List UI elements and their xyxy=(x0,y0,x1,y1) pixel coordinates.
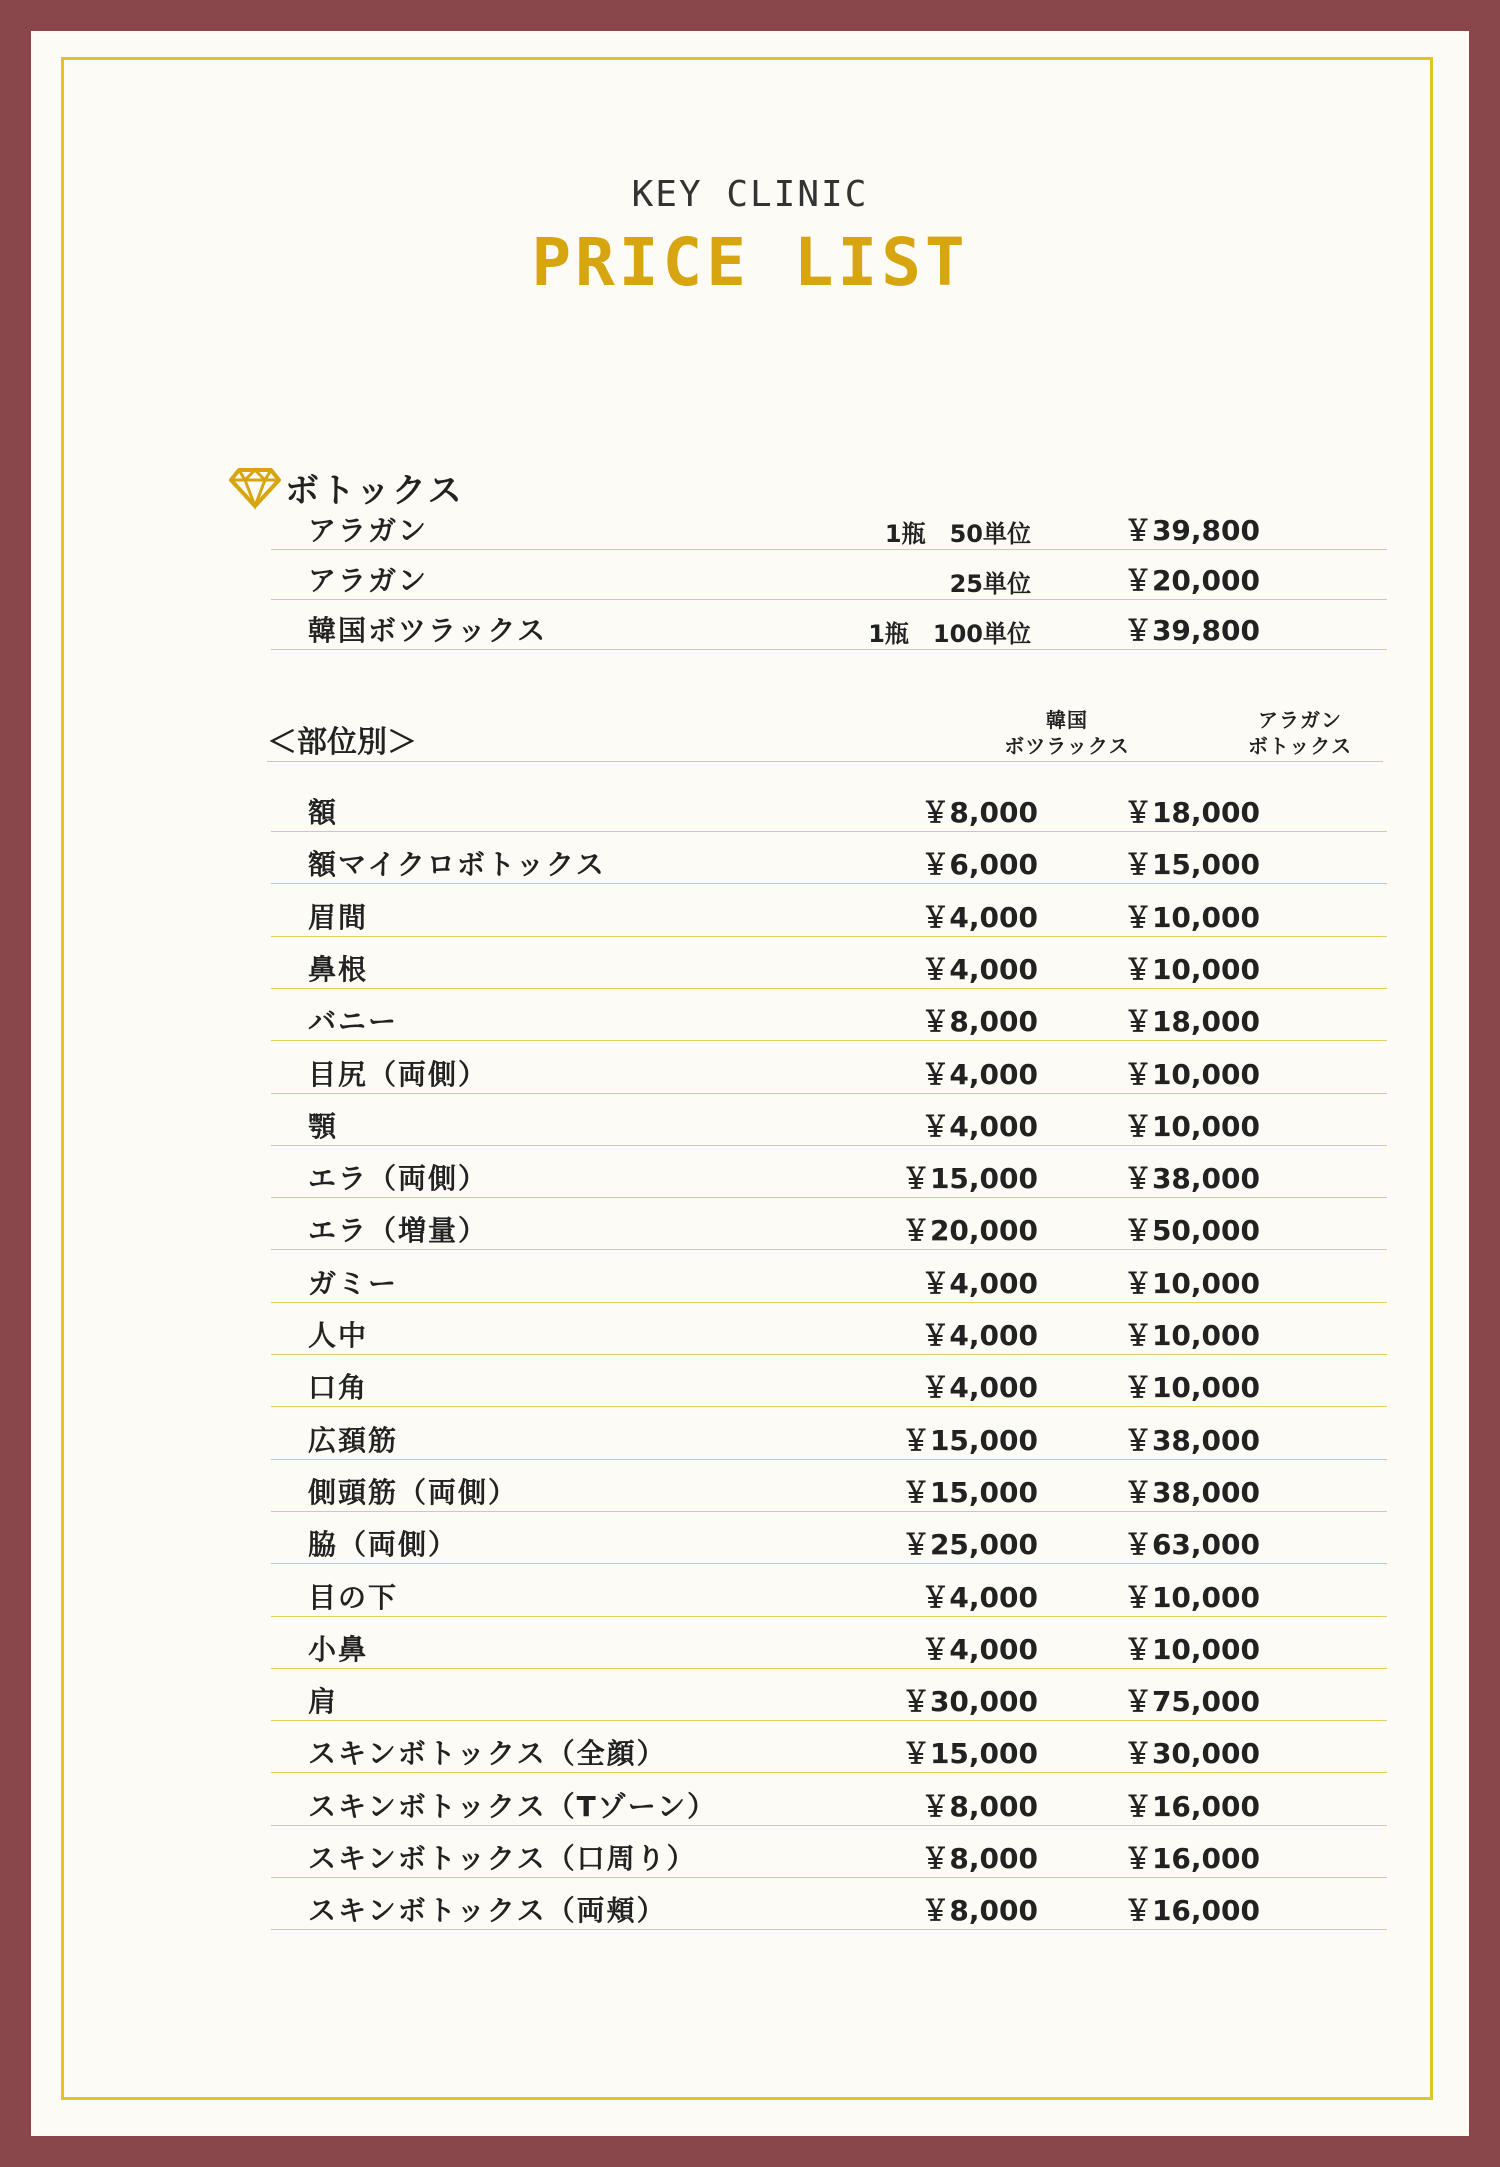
price-korean: ￥20,000 xyxy=(901,1214,1038,1248)
table-row xyxy=(271,1734,1387,1773)
column-header-line: ボツラックス xyxy=(1004,734,1130,758)
table-row xyxy=(271,1839,1387,1878)
area-table-header xyxy=(267,701,1383,762)
price-allergan: ￥10,000 xyxy=(1123,952,1260,986)
area-name: スキンボトックス（Tゾーン） xyxy=(308,1789,718,1823)
price-korean: ￥15,000 xyxy=(901,1423,1038,1457)
price-allergan: ￥10,000 xyxy=(1123,1109,1260,1143)
product-name: 韓国ボツラックス xyxy=(308,614,548,647)
table-row xyxy=(271,1421,1387,1460)
price-korean: ￥4,000 xyxy=(921,1057,1038,1091)
price-korean: ￥8,000 xyxy=(921,1842,1038,1875)
table-row xyxy=(271,1682,1387,1721)
table-row xyxy=(271,1264,1387,1303)
product-price: ￥39,800 xyxy=(1123,614,1260,647)
area-name: 脇（両側） xyxy=(308,1528,459,1562)
area-name: 人中 xyxy=(308,1319,369,1352)
price-korean: ￥4,000 xyxy=(921,1371,1038,1405)
price-korean: ￥4,000 xyxy=(921,952,1038,986)
table-row xyxy=(271,1002,1387,1041)
table-row xyxy=(271,1107,1387,1146)
product-price: ￥20,000 xyxy=(1123,564,1260,597)
table-row xyxy=(271,1316,1387,1355)
price-allergan: ￥16,000 xyxy=(1123,1789,1260,1823)
product-unit: 1瓶 100単位 xyxy=(868,620,1031,648)
column-header-line: 韓国 xyxy=(1046,708,1088,732)
price-list-page xyxy=(31,31,1469,2136)
price-korean: ￥15,000 xyxy=(901,1737,1038,1771)
price-allergan: ￥30,000 xyxy=(1123,1737,1260,1771)
price-korean: ￥4,000 xyxy=(921,1632,1038,1666)
price-allergan: ￥10,000 xyxy=(1123,900,1260,934)
price-korean: ￥4,000 xyxy=(921,900,1038,934)
price-allergan: ￥38,000 xyxy=(1123,1162,1260,1196)
price-korean: ￥15,000 xyxy=(901,1475,1038,1509)
area-name: 額 xyxy=(308,796,339,829)
price-korean: ￥8,000 xyxy=(921,1005,1038,1039)
table-row xyxy=(271,950,1387,989)
table-row xyxy=(271,1055,1387,1094)
product-price: ￥39,800 xyxy=(1123,514,1260,547)
price-korean: ￥4,000 xyxy=(921,1319,1038,1352)
area-name: スキンボトックス（全顔） xyxy=(308,1737,667,1771)
price-allergan: ￥10,000 xyxy=(1123,1319,1260,1352)
table-row xyxy=(271,1578,1387,1617)
table-row xyxy=(271,1787,1387,1826)
area-name: スキンボトックス（口周り） xyxy=(308,1842,697,1875)
area-name: 額マイクロボトックス xyxy=(308,848,606,882)
area-name: スキンボトックス（両頬） xyxy=(308,1894,667,1928)
price-allergan: ￥10,000 xyxy=(1123,1632,1260,1666)
price-allergan: ￥50,000 xyxy=(1123,1214,1260,1248)
product-name: アラガン xyxy=(308,514,429,547)
table-row xyxy=(271,1211,1387,1250)
table-row xyxy=(271,1473,1387,1512)
price-korean: ￥4,000 xyxy=(921,1580,1038,1614)
area-name: 眉間 xyxy=(308,900,369,934)
area-name: 側頭筋（両側） xyxy=(308,1475,519,1509)
area-name: 目の下 xyxy=(308,1580,399,1614)
price-korean: ￥4,000 xyxy=(921,1109,1038,1143)
price-allergan: ￥16,000 xyxy=(1123,1894,1260,1928)
area-name: 広頚筋 xyxy=(308,1423,399,1457)
diamond-icon xyxy=(229,466,281,510)
product-unit: 1瓶 50単位 xyxy=(884,520,1031,548)
price-allergan: ￥10,000 xyxy=(1123,1266,1260,1300)
table-row xyxy=(271,845,1387,884)
table-row xyxy=(271,1630,1387,1669)
product-row xyxy=(271,561,1387,600)
product-row xyxy=(271,611,1387,650)
area-label: ＜部位別＞ xyxy=(267,725,417,760)
price-korean: ￥6,000 xyxy=(921,848,1038,882)
area-name: ガミー xyxy=(308,1266,399,1300)
price-korean: ￥30,000 xyxy=(901,1685,1038,1719)
table-row xyxy=(271,1368,1387,1407)
price-allergan: ￥63,000 xyxy=(1123,1528,1260,1562)
price-korean: ￥15,000 xyxy=(901,1162,1038,1196)
price-allergan: ￥10,000 xyxy=(1123,1371,1260,1405)
price-allergan: ￥15,000 xyxy=(1123,848,1260,882)
product-row xyxy=(271,511,1387,550)
section-title: ボトックス xyxy=(285,471,464,511)
price-allergan: ￥18,000 xyxy=(1123,796,1260,829)
table-row xyxy=(271,1891,1387,1930)
area-name: 目尻（両側） xyxy=(308,1057,489,1091)
table-row xyxy=(271,1159,1387,1198)
price-korean: ￥8,000 xyxy=(921,1789,1038,1823)
section-header xyxy=(229,463,464,512)
price-korean: ￥25,000 xyxy=(901,1528,1038,1562)
area-name: エラ（両側） xyxy=(308,1162,489,1196)
price-allergan: ￥16,000 xyxy=(1123,1842,1260,1875)
area-name: バニー xyxy=(308,1005,399,1039)
price-korean: ￥4,000 xyxy=(921,1266,1038,1300)
column-header-line: ボトックス xyxy=(1247,734,1353,758)
price-allergan: ￥10,000 xyxy=(1123,1580,1260,1614)
area-name: 口角 xyxy=(308,1371,369,1405)
table-row xyxy=(271,898,1387,937)
product-unit: 25単位 xyxy=(949,570,1031,598)
price-korean: ￥8,000 xyxy=(921,796,1038,829)
area-name: 小鼻 xyxy=(308,1632,369,1666)
price-allergan: ￥38,000 xyxy=(1123,1423,1260,1457)
table-row xyxy=(271,1525,1387,1564)
price-korean: ￥8,000 xyxy=(921,1894,1038,1928)
price-allergan: ￥38,000 xyxy=(1123,1475,1260,1509)
price-allergan: ￥18,000 xyxy=(1123,1005,1260,1039)
column-header-korean xyxy=(967,707,1167,759)
price-allergan: ￥10,000 xyxy=(1123,1057,1260,1091)
area-name: エラ（増量） xyxy=(308,1214,489,1248)
column-header-allergan xyxy=(1200,707,1400,759)
page-title: PRICE LIST xyxy=(531,224,969,301)
table-row xyxy=(271,793,1387,832)
clinic-name: KEY CLINIC xyxy=(631,174,869,215)
area-name: 肩 xyxy=(308,1685,339,1719)
column-header-line: アラガン xyxy=(1258,708,1342,732)
area-name: 顎 xyxy=(308,1109,339,1143)
area-name: 鼻根 xyxy=(308,952,369,986)
price-allergan: ￥75,000 xyxy=(1123,1685,1260,1719)
product-name: アラガン xyxy=(308,564,429,597)
